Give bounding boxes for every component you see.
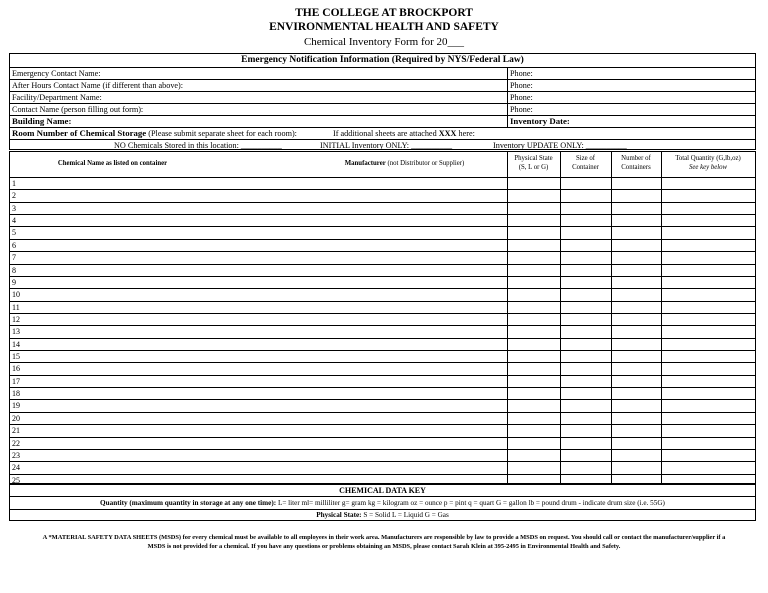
row-number: 21 <box>12 426 20 436</box>
row-number: 11 <box>12 302 20 312</box>
row-number: 8 <box>12 265 16 275</box>
table-row[interactable] <box>10 189 755 201</box>
row-number: 22 <box>12 438 20 448</box>
row-number: 7 <box>12 253 16 263</box>
chemical-inventory-table <box>9 151 756 484</box>
building-name-label: Building Name: <box>12 116 72 126</box>
row-number: 3 <box>12 203 16 213</box>
header-total-quantity: Total Quantity (G,lb,oz) See key below <box>675 155 741 171</box>
table-row[interactable] <box>10 288 755 300</box>
notification-title: Emergency Notification Information (Required by NYS/Federal Law) <box>10 54 755 68</box>
table-row[interactable] <box>10 375 755 387</box>
emergency-contact-row[interactable] <box>10 68 755 80</box>
emergency-contact-phone-label: Phone: <box>510 69 533 78</box>
inventory-update-option[interactable]: Inventory UPDATE ONLY: __________ <box>493 141 627 150</box>
table-row[interactable] <box>10 424 755 436</box>
table-row[interactable] <box>10 202 755 214</box>
table-row[interactable] <box>10 338 755 350</box>
row-number: 23 <box>12 450 20 460</box>
row-number: 16 <box>12 364 20 374</box>
row-number: 5 <box>12 228 16 238</box>
header-container-size: Size of Container <box>572 155 599 171</box>
header-physical-state: Physical State (S, L or G) <box>514 155 553 171</box>
table-row[interactable] <box>10 239 755 251</box>
emergency-contact-label: Emergency Contact Name: <box>12 69 101 78</box>
row-number: 25 <box>12 475 20 485</box>
additional-sheets-label: If additional sheets are attached XXX here: <box>333 129 475 138</box>
key-quantity: Quantity (maximum quantity in storage at any one time): L= liter ml= milliliter g= gram kg = kilogram oz = ounce p = pint q = quart G = gallon lb = pound drum - indicate drum size (i.e. 55G) <box>10 497 755 510</box>
row-number: 10 <box>12 290 20 300</box>
chemical-data-key <box>9 484 756 521</box>
facility-label: Facility/Department Name: <box>12 93 102 102</box>
row-number: 19 <box>12 401 20 411</box>
table-row[interactable] <box>10 177 755 189</box>
building-row[interactable] <box>10 116 755 128</box>
table-row[interactable] <box>10 399 755 411</box>
table-row[interactable] <box>10 362 755 374</box>
department-title: ENVIRONMENTAL HEALTH AND SAFETY <box>269 21 499 33</box>
row-number: 24 <box>12 463 20 473</box>
row-number: 15 <box>12 352 20 362</box>
room-number-row[interactable] <box>10 128 755 140</box>
row-number: 1 <box>12 179 16 188</box>
key-title: CHEMICAL DATA KEY <box>10 485 755 497</box>
header-chemical-name: Chemical Name as listed on container <box>57 160 168 167</box>
table-row[interactable] <box>10 461 755 473</box>
room-number-label: Room Number of Chemical Storage (Please submit separate sheet for each room): <box>12 128 297 138</box>
table-row[interactable] <box>10 226 755 238</box>
form-title: Chemical Inventory Form for 20___ <box>303 36 465 48</box>
row-number: 13 <box>12 327 20 337</box>
after-hours-phone-label: Phone: <box>510 81 533 90</box>
facility-row[interactable] <box>10 92 755 104</box>
inventory-date-label: Inventory Date: <box>510 116 570 126</box>
after-hours-contact-label: After Hours Contact Name (if different than above): <box>12 81 184 90</box>
table-row[interactable] <box>10 412 755 424</box>
header-manufacturer: Manufacturer (not Distributor or Supplier) <box>344 160 465 167</box>
row-number: 6 <box>12 240 16 250</box>
table-row[interactable] <box>10 301 755 313</box>
table-row[interactable] <box>10 313 755 325</box>
row-number: 17 <box>12 376 20 386</box>
initial-inventory-option[interactable]: INITIAL Inventory ONLY: __________ <box>320 141 453 150</box>
row-number: 18 <box>12 389 20 399</box>
no-chemicals-option[interactable]: NO Chemicals Stored in this location: __________ <box>114 141 282 150</box>
table-row[interactable] <box>10 387 755 399</box>
facility-phone-label: Phone: <box>510 93 533 102</box>
table-row[interactable] <box>10 251 755 263</box>
row-number: 20 <box>12 413 20 423</box>
contact-name-row[interactable] <box>10 104 755 116</box>
row-number: 12 <box>12 314 20 324</box>
college-title: THE COLLEGE AT BROCKPORT <box>295 7 473 19</box>
header-number-containers: Number of Containers <box>621 155 651 171</box>
table-row[interactable] <box>10 449 755 461</box>
inventory-type-row[interactable] <box>10 140 755 151</box>
table-row[interactable] <box>10 325 755 337</box>
table-row[interactable] <box>10 276 755 288</box>
contact-name-label: Contact Name (person filling out form): <box>12 105 144 114</box>
table-row[interactable] <box>10 437 755 449</box>
key-physical-state: Physical State: S = Solid L = Liquid G = Gas <box>316 511 449 519</box>
table-row[interactable] <box>10 214 755 226</box>
row-number: 2 <box>12 191 16 201</box>
table-row[interactable] <box>10 264 755 276</box>
msds-footnote: A *MATERIAL SAFETY DATA SHEETS (MSDS) for every chemical must be available to all employees in their work area. Manufacturers are responsible by law to provide a MSDS on request. You should call or contact the manufacturer/supplier if a MSDS is not provided for a chemical. If you have any questions or problems obtaining an MSDS, please contact Sarah Klein at 395-2495 in Environmental Health and Safety. <box>42 534 726 550</box>
table-row[interactable] <box>10 350 755 362</box>
after-hours-contact-row[interactable] <box>10 80 755 92</box>
contact-phone-label: Phone: <box>510 105 533 114</box>
emergency-notification-section <box>9 53 756 150</box>
row-number: 9 <box>12 277 16 287</box>
row-number: 14 <box>12 339 20 349</box>
row-number: 4 <box>12 216 16 226</box>
